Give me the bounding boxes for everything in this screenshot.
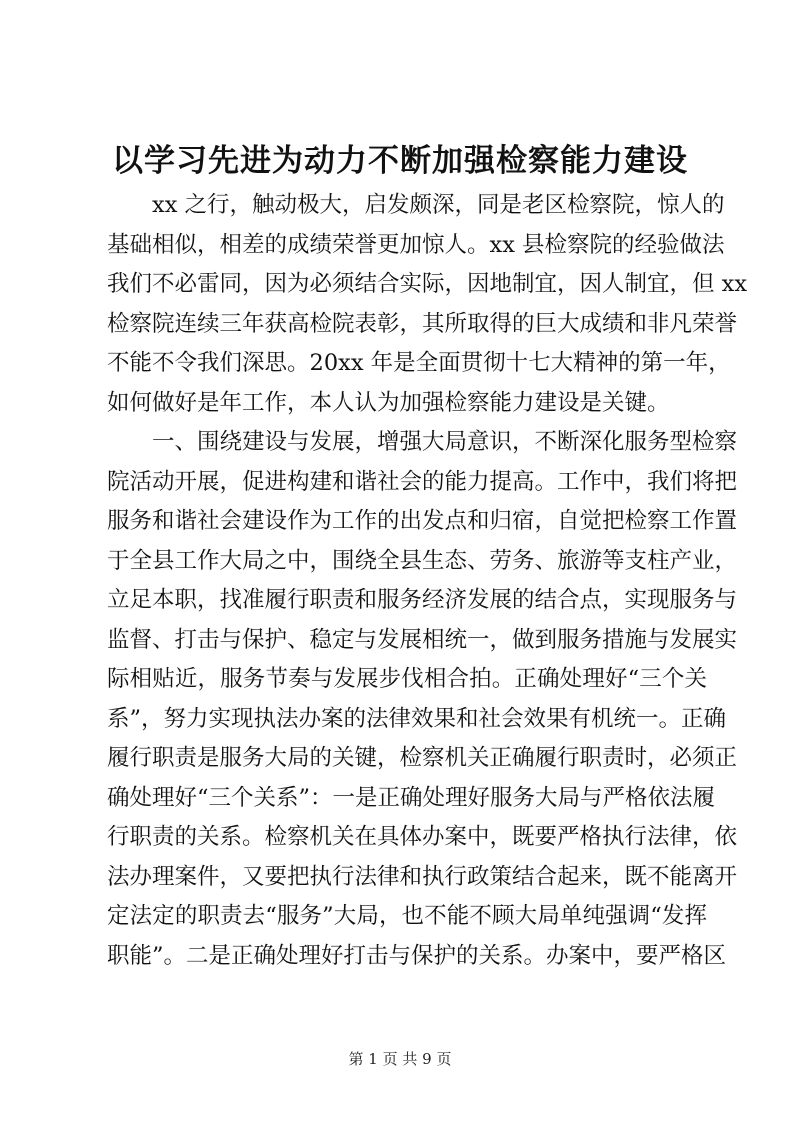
text-line: 院活动开展，促进构建和谐社会的能力提高。工作中，我们将把 — [107, 468, 738, 495]
text-line: xx 之行，触动极大，启发颇深，同是老区检察院，惊人的 — [152, 192, 725, 218]
text-line: 履行职责是服务大局的关键，检察机关正确履行职责时，必须正 — [107, 745, 738, 771]
document-title: 以学习先进为动力不断加强检察能力建设 — [112, 143, 688, 179]
text-line: 定法定的职责去“服务”大局，也不能不顾大局单纯强调“发挥 — [107, 903, 707, 929]
text-line: 法办理案件，又要把执行法律和执行政策结合起来，既不能离开 — [107, 863, 738, 890]
text-line: 监督、打击与保护、稳定与发展相统一，做到服务措施与发展实 — [107, 626, 738, 653]
text-line: 如何做好是年工作，本人认为加强检察能力建设是关键。 — [107, 389, 670, 416]
document-body — [107, 186, 748, 976]
text-line: 系”，努力实现执法办案的法律效果和社会效果有机统一。正确 — [107, 705, 727, 732]
text-line: 基础相似，相差的成绩荣誉更加惊人。xx 县检察院的经验做法 — [107, 231, 725, 258]
text-line: 职能”。二是正确处理好打击与保护的关系。办案中，要严格区 — [107, 942, 727, 969]
text-line: 不能不令我们深思。20xx 年是全面贯彻十七大精神的第一年， — [107, 350, 731, 376]
text-line: 行职责的关系。检察机关在具体办案中，既要严格执行法律，依 — [107, 824, 738, 850]
text-line: 我们不必雷同，因为必须结合实际，因地制宜，因人制宜，但 xx — [107, 271, 748, 297]
text-line: 立足本职，找准履行职责和服务经济发展的结合点，实现服务与 — [107, 587, 738, 613]
text-line: 一、围绕建设与发展，增强大局意识，不断深化服务型检察 — [152, 429, 738, 455]
text-line: 服务和谐社会建设作为工作的出发点和归宿，自觉把检察工作置 — [107, 508, 738, 534]
text-line: 际相贴近，服务节奏与发展步伐相合拍。正确处理好“三个关 — [107, 666, 707, 692]
text-line: 于全县工作大局之中，围绕全县生态、劳务、旅游等支柱产业， — [107, 547, 738, 574]
text-line: 检察院连续三年获高检院表彰，其所取得的巨大成绩和非凡荣誉 — [107, 310, 738, 337]
page-footer: 第 1 页 共 9 页 — [348, 1050, 452, 1068]
text-line: 确处理好“三个关系”：一是正确处理好服务大局与严格依法履 — [107, 784, 716, 811]
